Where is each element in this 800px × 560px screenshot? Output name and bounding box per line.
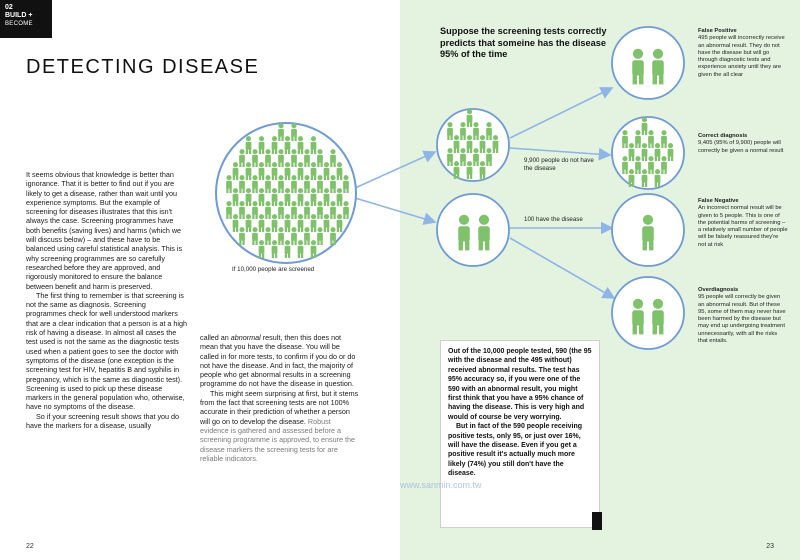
callout-accent-bar: [592, 512, 602, 530]
outcome-text: 95 people will correctly be given an abnormal result. But of these 95, some of them may never have been harmed by the disease but may end up undergoing treatment unnecessarily, with all the risks that entails.: [698, 294, 786, 345]
outcome-text: An incorrect normal result will be given to 5 people. This is one of the potential harms of screening – a relatively small number of people will be falsely reassured they're not at risk: [698, 205, 788, 248]
text-span-faded: Robust evidence is gathered and assessed before a screening programme is approved, to ensure the disease markers the screening tests for are reliable indicators.: [200, 416, 356, 463]
callout-paragraph: Out of the 10,000 people tested, 590 (the 95 with the disease and the 495 without) received abnormal results. The test has 95% accuracy so, if you were one of the 590 with an abnormal result, you might first think that you have a 95% chance of having the disease. This is very high and would of course be very worrying.: [448, 348, 592, 421]
outcome-text: 9,405 (95% of 9,900) people will correctly be given a normal result: [698, 140, 784, 154]
chapter-line1: BUILD +: [5, 12, 33, 19]
diagram-heading: Suppose the screening tests correctly predicts that someine has the disease 95% of the time: [440, 26, 607, 59]
arrow-to-healthy: [355, 152, 435, 188]
chapter-number: 02: [5, 4, 13, 11]
watermark: www.sanmin.com.tw: [400, 480, 482, 490]
healthy-circle: [437, 109, 509, 181]
paragraph: So if your screening result shows that you do have the markers for a disease, usually: [26, 411, 180, 431]
disease-branch-label: 100 have the disease: [524, 216, 583, 223]
disease-circle: [437, 194, 509, 266]
callout-box: [440, 340, 600, 528]
arrow-to-disease: [355, 198, 435, 222]
outcome-title: Correct diagnosis: [698, 133, 748, 139]
chapter-line2: BECOME: [5, 21, 33, 27]
page-number-right: 23: [766, 543, 774, 550]
outcome-text: 495 people will incorrectly receive an abnormal result. They do not have the disease but will go through diagnostic tests and experience anxiety until they are given the all clear: [698, 35, 785, 78]
correct-diagnosis-circle: [612, 117, 684, 189]
outcome-title: Overdiagnosis: [698, 287, 739, 293]
page-number-left: 22: [26, 543, 34, 550]
outcome-overdiagnosis: [698, 287, 788, 345]
text-span: called an: [200, 333, 231, 342]
arrow-to-false-positive: [510, 88, 612, 138]
paragraph: The first thing to remember is that screening is not the same as diagnosis. Screening programmes check for well understood markers that are a clear indication that a person is at a high risk of having a disease. In almost all cases the test used is not the same as the diagnostic tests used when a patient goes to see the doctor with symptoms of the disease (one exception is the screening test for HIV, hepatitis B and syphilis in pregnancy, which is the same as diagnostic test). Screening is used to pick up these disease markers in the general population who, otherwise, have no symptoms of the disease.: [26, 290, 188, 412]
population-circle: [216, 123, 356, 263]
arrow-to-overdiagnosis: [510, 238, 614, 298]
population-label: If 10,000 people are screened: [232, 266, 315, 273]
outcome-title: False Positive: [698, 28, 737, 34]
outcome-correct-diagnosis: [698, 133, 788, 155]
page-title: DETECTING DISEASE: [26, 56, 260, 78]
outcome-title: False Negative: [698, 198, 739, 204]
overdiagnosis-circle: [612, 277, 684, 349]
text-span: This might seem surprising at first, but it stems from the fact that screening tests are not 100% accurate in their prediction of whether a person will go on to develop the disease.: [200, 388, 359, 426]
emphasis: abnormal: [230, 333, 261, 342]
text-span: result, then this does not mean that you have the disease. You will be called in for more tests, to confirm if you do or do not have the disease. And in fact, the majority of people who get abnormal results in a screening programme do not have the disease in question.: [200, 333, 356, 389]
callout-paragraph: But in fact of the 590 people receiving positive tests, only 95, or just over 16%, will have the disease. Even if you get a positive result it's actually much more likely (74%) you still don't have the disease.: [448, 423, 583, 478]
outcome-false-positive: [698, 28, 788, 79]
false-positive-circle: [612, 27, 684, 99]
outcome-false-negative: [698, 198, 788, 249]
paragraph: It seems obvious that knowledge is better than ignorance. That it is better to find out if you are likely to get a disease, rather than wait until you experience symptoms. But the example of screening for diseases illustrates that this isn't always the case. Screening programmes have both benefits (saving lives) and harms (which we will discuss below) – and these have to be balanced using careful statistical analysis. This is why screening programmes are so carefully researched before they are approved, and rigorously monitored to ensure the balance between benefit and harm is preserved.: [26, 170, 183, 291]
arrow-to-correct-diagnosis: [510, 148, 610, 155]
healthy-branch-label: 9,900 people do not have the disease: [524, 157, 594, 172]
false-negative-circle: [612, 194, 684, 266]
